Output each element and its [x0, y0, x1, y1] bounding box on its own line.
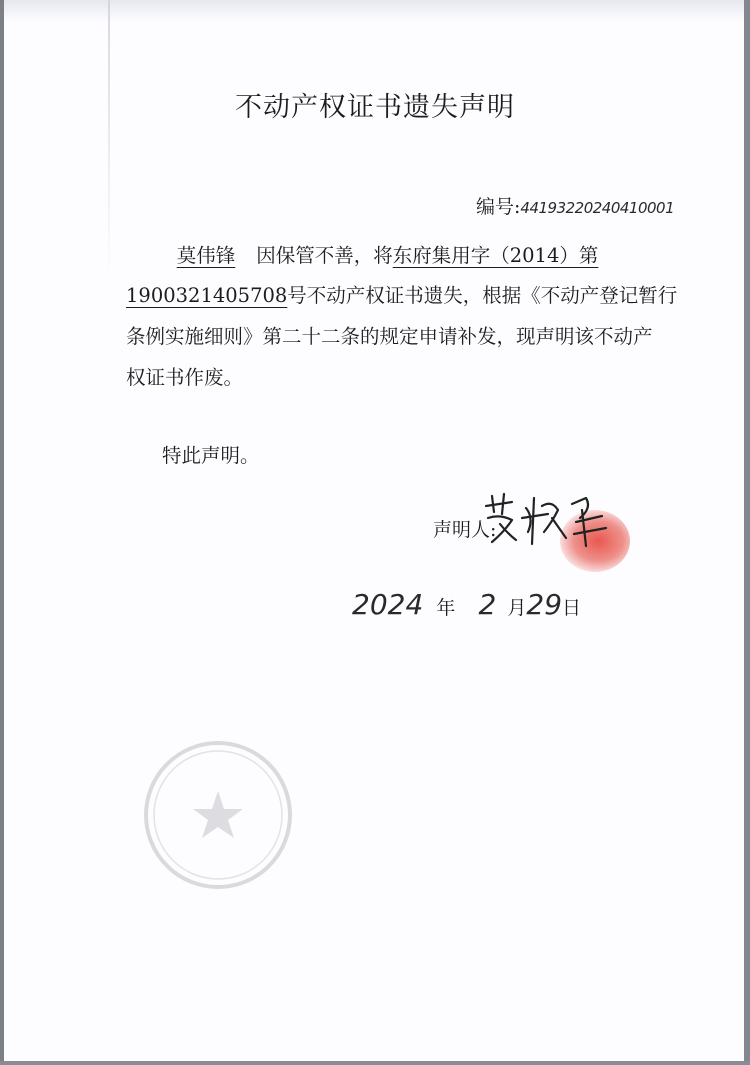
serial-label: 编号: [476, 196, 521, 218]
body-text-2: 号不动产权证书遗失，根据《不动产登记暂行 [287, 284, 678, 307]
document-title: 不动产权证书遗失声明 [235, 92, 515, 123]
scan-edge-top [0, 0, 750, 22]
date-day: 29 [526, 588, 563, 621]
faded-official-seal [138, 735, 298, 895]
declarant-name: 莫伟锋 [176, 244, 236, 267]
certificate-number: 1900321405708 [126, 284, 288, 307]
date-year-unit: 年 [436, 597, 456, 619]
body-line-2 [126, 280, 677, 308]
date-day-unit: 日 [562, 597, 582, 619]
scan-edge-left [0, 0, 4, 1065]
body-text-1: 因保管不善，将 [256, 244, 393, 267]
body-line-4: 权证书作废。 [126, 366, 244, 389]
declaration-date [352, 588, 581, 628]
date-month-unit: 月 [507, 597, 527, 619]
signature-image [482, 488, 620, 554]
date-month: 2 [478, 588, 497, 621]
body-line-1 [162, 240, 598, 268]
serial-handwritten: 44193220240410001 [520, 199, 675, 217]
scan-edge-right [744, 0, 750, 1065]
paper-fold-shadow [108, 0, 110, 280]
scan-edge-bottom [0, 1061, 750, 1065]
declarer-label: 声明人: [433, 519, 497, 541]
closing-statement: 特此声明。 [162, 444, 260, 467]
serial-number [476, 192, 674, 219]
date-year: 2024 [352, 588, 424, 621]
body-line-3: 条例实施细则》第二十二条的规定申请补发，现声明该不动产 [126, 325, 653, 348]
certificate-word: 东府集用字（2014）第 [392, 244, 599, 267]
